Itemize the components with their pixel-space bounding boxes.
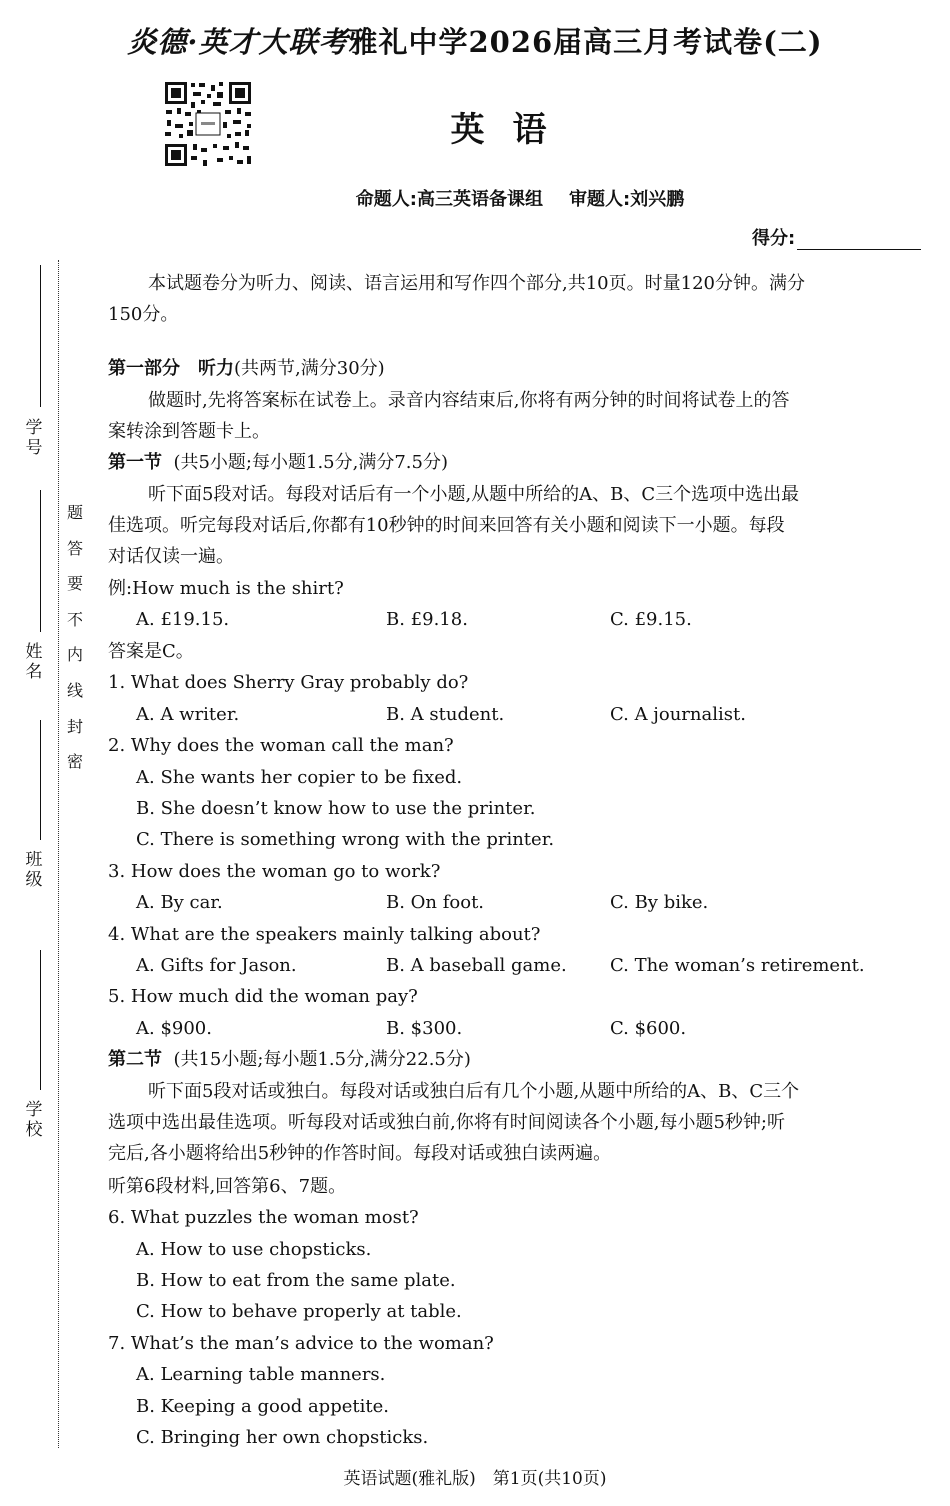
authors-line	[0, 185, 950, 211]
page-footer: 英语试题(雅礼版) 第1页(共10页)	[343, 1469, 607, 1489]
q6-option-b: B. How to eat from the same plate.	[136, 1270, 456, 1291]
part1-heading: 第一部分 听力(共两节,满分30分)	[108, 358, 385, 379]
q2-option-c: C. There is something wrong with the printer.	[136, 829, 555, 850]
score-label: 得分:	[752, 228, 796, 249]
question-2: 2. Why does the woman call the man?	[108, 735, 454, 756]
question-7: 7. What’s the man’s advice to the woman?	[108, 1333, 494, 1354]
q2-option-b: B. She doesn’t know how to use the printer.	[136, 798, 536, 819]
q6-option-c: C. How to behave properly at table.	[136, 1301, 462, 1322]
section2-instruction: 听下面5段对话或独白。每段对话或独白后有几个小题,从题中所给的A、B、C三个 选项中选出最佳选项。听每段对话或独白前,你将有时间阅读各个小题,每小题5秒钟;听 完后,各小题将给出5秒钟的作答时间。每段对话或独白读两遍。	[108, 1081, 800, 1164]
q2-option-a: A. She wants her copier to be fixed.	[136, 767, 463, 788]
q3-option-c: C. By bike.	[610, 892, 709, 913]
subject-title: 英语	[450, 110, 575, 150]
field-label-school: 学校	[25, 1100, 43, 1140]
q5-option-b: B. $300.	[386, 1018, 463, 1039]
question-4: 4. What are the speakers mainly talking about?	[108, 924, 541, 945]
question-5: 5. How much did the woman pay?	[108, 986, 418, 1007]
example-question: 例:How much is the shirt?	[108, 578, 344, 599]
field-line-school[interactable]	[40, 950, 41, 1090]
q4-option-c: C. The woman’s retirement.	[610, 955, 865, 976]
reviewer-label: 审题人:	[569, 189, 631, 210]
setter-name: 高三英语备课组	[417, 189, 543, 210]
q7-option-b: B. Keeping a good appetite.	[136, 1396, 389, 1417]
score-blank[interactable]	[797, 231, 921, 250]
question-3: 3. How does the woman go to work?	[108, 861, 441, 882]
q4-option-b: B. A baseball game.	[386, 955, 567, 976]
section1-heading: 第一节 (共5小题;每小题1.5分,满分7.5分)	[108, 452, 448, 473]
example-option-a: A. £19.15.	[136, 609, 230, 630]
question-6: 6. What puzzles the woman most?	[108, 1207, 419, 1228]
example-answer: 答案是C。	[108, 641, 194, 662]
example-option-c: C. £9.15.	[610, 609, 692, 630]
field-line-class[interactable]	[40, 720, 41, 840]
reviewer-name: 刘兴鹏	[630, 189, 685, 210]
example-option-b: B. £9.18.	[386, 609, 468, 630]
field-label-class: 班级	[25, 850, 43, 890]
brand-name: 炎德·英才大联考	[127, 25, 349, 59]
field-line-student-id[interactable]	[40, 265, 41, 407]
q5-option-c: C. $600.	[610, 1018, 687, 1039]
exam-title	[0, 20, 950, 61]
part1-instruction: 做题时,先将答案标在试卷上。录音内容结束后,你将有两分钟的时间将试卷上的答 案转涂到答题卡上。	[108, 390, 790, 442]
question-1: 1. What does Sherry Gray probably do?	[108, 672, 469, 693]
setter-label: 命题人:	[355, 189, 417, 210]
q4-option-a: A. Gifts for Jason.	[136, 955, 297, 976]
q5-option-a: A. $900.	[136, 1018, 212, 1039]
section1-instruction: 听下面5段对话。每段对话后有一个小题,从题中所给的A、B、C三个选项中选出最 佳选项。听完每段对话后,你都有10秒钟的时间来回答有关小题和阅读下一小题。每段 对话仅读一遍。	[108, 484, 800, 567]
q7-option-c: C. Bringing her own chopsticks.	[136, 1427, 429, 1448]
material-note: 听第6段材料,回答第6、7题。	[108, 1176, 347, 1197]
q1-option-b: B. A student.	[386, 704, 505, 725]
q3-option-a: A. By car.	[136, 892, 223, 913]
q6-option-a: A. How to use chopsticks.	[136, 1239, 372, 1260]
section2-heading: 第二节 (共15小题;每小题1.5分,满分22.5分)	[108, 1049, 471, 1070]
exam-name: 雅礼中学2026届高三月考试卷(二)	[348, 25, 823, 59]
q7-option-a: A. Learning table manners.	[136, 1364, 386, 1385]
field-line-name[interactable]	[40, 490, 41, 632]
field-label-name: 姓名	[25, 642, 43, 682]
q1-option-c: C. A journalist.	[610, 704, 746, 725]
seal-line	[58, 260, 59, 1448]
score-field	[752, 224, 921, 250]
intro-paragraph: 本试题卷分为听力、阅读、语言运用和写作四个部分,共10页。时量120分钟。满分 150分。	[108, 273, 805, 325]
q1-option-a: A. A writer.	[136, 704, 240, 725]
field-label-student-id: 学号	[25, 418, 43, 458]
q3-option-b: B. On foot.	[386, 892, 485, 913]
seal-notice: 题 答 要 不 内 线 封 密	[66, 503, 83, 772]
